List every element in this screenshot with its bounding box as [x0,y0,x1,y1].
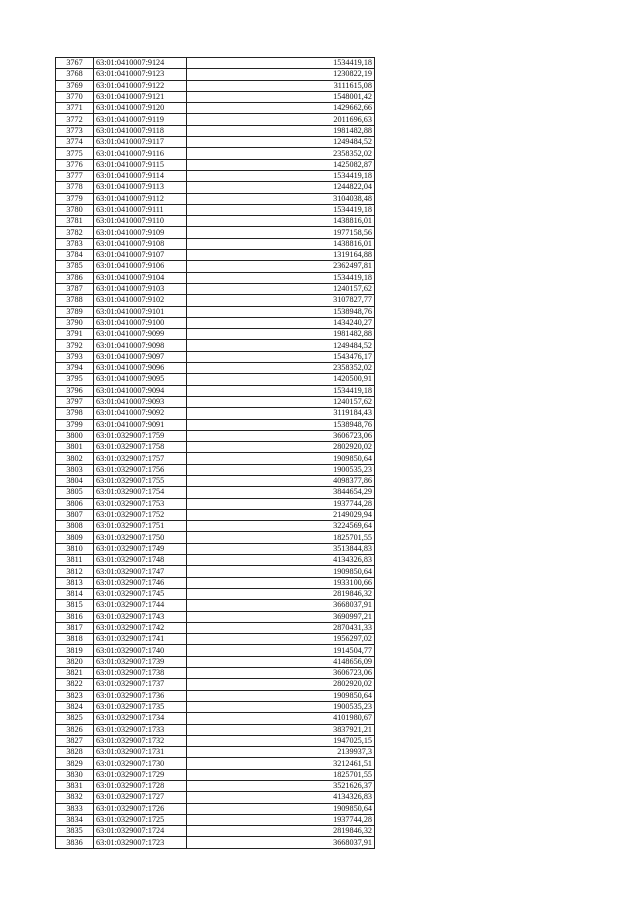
row-number-cell: 3819 [56,645,94,656]
row-number-cell: 3812 [56,566,94,577]
row-number-cell: 3826 [56,724,94,735]
cadastral-number-cell: 63:01:0329007:1742 [94,622,187,633]
cadastral-number-cell: 63:01:0410007:9094 [94,385,187,396]
row-number-cell: 3835 [56,826,94,837]
row-number-cell: 3769 [56,80,94,91]
cadastral-number-cell: 63:01:0329007:1745 [94,588,187,599]
row-number-cell: 3824 [56,701,94,712]
table-row [56,814,375,825]
row-number-cell: 3771 [56,103,94,114]
row-number-cell: 3774 [56,137,94,148]
row-number-cell: 3820 [56,656,94,667]
cadastral-value-cell: 3104038,48 [187,193,375,204]
cadastral-number-cell: 63:01:0329007:1759 [94,430,187,441]
table-row [56,430,375,441]
cadastral-number-cell: 63:01:0329007:1728 [94,781,187,792]
table-row [56,306,375,317]
cadastral-value-cell: 2819846,32 [187,826,375,837]
table-row [56,227,375,238]
cadastral-value-cell: 1977158,56 [187,227,375,238]
cadastral-value-cell: 2802920,02 [187,442,375,453]
cadastral-value-cell: 1937744,28 [187,814,375,825]
row-number-cell: 3776 [56,159,94,170]
table-row [56,272,375,283]
cadastral-value-cell: 4134326,83 [187,792,375,803]
cadastral-value-cell: 1420500,91 [187,374,375,385]
cadastral-value-cell: 2139937,3 [187,747,375,758]
cadastral-value-cell: 1425082,87 [187,159,375,170]
row-number-cell: 3815 [56,600,94,611]
cadastral-number-cell: 63:01:0329007:1725 [94,814,187,825]
row-number-cell: 3836 [56,837,94,848]
table-row [56,91,375,102]
cadastral-number-cell: 63:01:0329007:1730 [94,758,187,769]
cadastral-value-cell: 1956297,02 [187,634,375,645]
table-row [56,250,375,261]
cadastral-value-cell: 1909850,64 [187,566,375,577]
table-row [56,193,375,204]
table-row [56,803,375,814]
cadastral-number-cell: 63:01:0410007:9098 [94,340,187,351]
cadastral-value-cell: 3690997,21 [187,611,375,622]
row-number-cell: 3777 [56,170,94,181]
row-number-cell: 3800 [56,430,94,441]
table-row [56,747,375,758]
row-number-cell: 3797 [56,396,94,407]
table-row [56,103,375,114]
table-row [56,521,375,532]
cadastral-value-cell: 1937744,28 [187,498,375,509]
table-row [56,701,375,712]
table-row [56,283,375,294]
table-row [56,656,375,667]
cadastral-number-cell: 63:01:0329007:1738 [94,668,187,679]
row-number-cell: 3793 [56,351,94,362]
cadastral-value-cell: 2011696,63 [187,114,375,125]
row-number-cell: 3804 [56,475,94,486]
cadastral-number-cell: 63:01:0329007:1734 [94,713,187,724]
cadastral-number-cell: 63:01:0410007:9111 [94,204,187,215]
table-row [56,442,375,453]
cadastral-number-cell: 63:01:0329007:1748 [94,555,187,566]
table-row [56,837,375,848]
table-row [56,555,375,566]
cadastral-value-cell: 1538948,76 [187,306,375,317]
cadastral-value-cell: 1249484,52 [187,137,375,148]
cadastral-value-cell: 1319164,88 [187,250,375,261]
cadastral-number-cell: 63:01:0410007:9114 [94,170,187,181]
row-number-cell: 3825 [56,713,94,724]
cadastral-value-cell: 2149029,94 [187,509,375,520]
cadastral-value-cell: 2819846,32 [187,588,375,599]
cadastral-number-cell: 63:01:0410007:9123 [94,69,187,80]
table-row [56,125,375,136]
table-row [56,374,375,385]
cadastral-number-cell: 63:01:0329007:1743 [94,611,187,622]
cadastral-number-cell: 63:01:0329007:1723 [94,837,187,848]
cadastral-number-cell: 63:01:0410007:9110 [94,216,187,227]
cadastral-number-cell: 63:01:0410007:9124 [94,58,187,69]
cadastral-number-cell: 63:01:0329007:1758 [94,442,187,453]
table-row [56,577,375,588]
cadastral-value-cell: 3107827,77 [187,295,375,306]
table-row [56,543,375,554]
row-number-cell: 3770 [56,91,94,102]
cadastral-number-cell: 63:01:0410007:9117 [94,137,187,148]
row-number-cell: 3767 [56,58,94,69]
cadastral-value-cell: 3668037,91 [187,600,375,611]
cadastral-value-cell: 1900535,23 [187,464,375,475]
cadastral-number-cell: 63:01:0329007:1741 [94,634,187,645]
cadastral-value-cell: 1438816,01 [187,238,375,249]
row-number-cell: 3798 [56,408,94,419]
cadastral-value-table [55,57,375,849]
table-row [56,114,375,125]
cadastral-number-cell: 63:01:0410007:9097 [94,351,187,362]
table-row [56,453,375,464]
cadastral-number-cell: 63:01:0329007:1727 [94,792,187,803]
cadastral-number-cell: 63:01:0410007:9108 [94,238,187,249]
cadastral-value-cell: 4098377,86 [187,475,375,486]
cadastral-value-cell: 1534419,18 [187,385,375,396]
row-number-cell: 3792 [56,340,94,351]
cadastral-number-cell: 63:01:0329007:1731 [94,747,187,758]
row-number-cell: 3772 [56,114,94,125]
cadastral-number-cell: 63:01:0410007:9096 [94,363,187,374]
row-number-cell: 3789 [56,306,94,317]
table-row [56,80,375,91]
cadastral-value-cell: 1825701,55 [187,769,375,780]
cadastral-number-cell: 63:01:0329007:1729 [94,769,187,780]
cadastral-value-cell: 1909850,64 [187,453,375,464]
cadastral-number-cell: 63:01:0329007:1733 [94,724,187,735]
table-row [56,532,375,543]
cadastral-number-cell: 63:01:0329007:1749 [94,543,187,554]
table-row [56,69,375,80]
row-number-cell: 3801 [56,442,94,453]
row-number-cell: 3779 [56,193,94,204]
row-number-cell: 3813 [56,577,94,588]
table-row [56,216,375,227]
cadastral-number-cell: 63:01:0329007:1757 [94,453,187,464]
cadastral-number-cell: 63:01:0410007:9116 [94,148,187,159]
cadastral-number-cell: 63:01:0410007:9109 [94,227,187,238]
row-number-cell: 3787 [56,283,94,294]
row-number-cell: 3778 [56,182,94,193]
cadastral-value-cell: 3119184,43 [187,408,375,419]
row-number-cell: 3791 [56,329,94,340]
cadastral-number-cell: 63:01:0329007:1732 [94,735,187,746]
cadastral-number-cell: 63:01:0410007:9099 [94,329,187,340]
row-number-cell: 3808 [56,521,94,532]
cadastral-number-cell: 63:01:0329007:1751 [94,521,187,532]
table-row [56,713,375,724]
cadastral-value-cell: 1240157,62 [187,283,375,294]
table-row [56,340,375,351]
table-row [56,600,375,611]
table-row [56,690,375,701]
cadastral-number-cell: 63:01:0329007:1739 [94,656,187,667]
cadastral-number-cell: 63:01:0410007:9102 [94,295,187,306]
row-number-cell: 3822 [56,679,94,690]
table-row [56,781,375,792]
cadastral-value-cell: 1909850,64 [187,803,375,814]
cadastral-value-cell: 2802920,02 [187,679,375,690]
cadastral-number-cell: 63:01:0410007:9115 [94,159,187,170]
row-number-cell: 3788 [56,295,94,306]
table-row [56,408,375,419]
table-row [56,351,375,362]
row-number-cell: 3790 [56,317,94,328]
cadastral-value-cell: 3224569,64 [187,521,375,532]
row-number-cell: 3795 [56,374,94,385]
table-row [56,170,375,181]
row-number-cell: 3773 [56,125,94,136]
table-row [56,475,375,486]
row-number-cell: 3821 [56,668,94,679]
cadastral-number-cell: 63:01:0329007:1744 [94,600,187,611]
cadastral-number-cell: 63:01:0329007:1740 [94,645,187,656]
table-row [56,464,375,475]
row-number-cell: 3834 [56,814,94,825]
table-row [56,622,375,633]
cadastral-value-cell: 1534419,18 [187,204,375,215]
table-row [56,735,375,746]
row-number-cell: 3802 [56,453,94,464]
table-body [56,58,375,849]
cadastral-value-cell: 4148656,09 [187,656,375,667]
cadastral-value-cell: 1543476,17 [187,351,375,362]
cadastral-value-cell: 2358352,02 [187,148,375,159]
cadastral-number-cell: 63:01:0329007:1736 [94,690,187,701]
cadastral-value-cell: 3212461,51 [187,758,375,769]
row-number-cell: 3828 [56,747,94,758]
cadastral-number-cell: 63:01:0410007:9118 [94,125,187,136]
table-row [56,58,375,69]
table-row [56,396,375,407]
cadastral-number-cell: 63:01:0410007:9119 [94,114,187,125]
cadastral-value-cell: 1933100,66 [187,577,375,588]
cadastral-value-cell: 1947025,15 [187,735,375,746]
cadastral-value-cell: 1244822,04 [187,182,375,193]
table-row [56,419,375,430]
row-number-cell: 3780 [56,204,94,215]
table-row [56,509,375,520]
row-number-cell: 3775 [56,148,94,159]
cadastral-number-cell: 63:01:0410007:9093 [94,396,187,407]
table-row [56,724,375,735]
cadastral-value-cell: 3606723,06 [187,430,375,441]
table-row [56,182,375,193]
row-number-cell: 3805 [56,487,94,498]
cadastral-number-cell: 63:01:0410007:9106 [94,261,187,272]
cadastral-number-cell: 63:01:0410007:9112 [94,193,187,204]
row-number-cell: 3816 [56,611,94,622]
cadastral-value-cell: 1534419,18 [187,58,375,69]
row-number-cell: 3796 [56,385,94,396]
row-number-cell: 3823 [56,690,94,701]
table-row [56,295,375,306]
row-number-cell: 3810 [56,543,94,554]
cadastral-value-cell: 1981482,88 [187,329,375,340]
cadastral-value-cell: 1548001,42 [187,91,375,102]
cadastral-number-cell: 63:01:0410007:9113 [94,182,187,193]
table-row [56,363,375,374]
table-row [56,566,375,577]
row-number-cell: 3784 [56,250,94,261]
cadastral-number-cell: 63:01:0329007:1750 [94,532,187,543]
table-row [56,148,375,159]
cadastral-value-cell: 1230822,19 [187,69,375,80]
table-row [56,385,375,396]
cadastral-number-cell: 63:01:0410007:9122 [94,80,187,91]
table-row [56,204,375,215]
row-number-cell: 3833 [56,803,94,814]
cadastral-value-cell: 3837921,21 [187,724,375,735]
table-row [56,769,375,780]
cadastral-number-cell: 63:01:0410007:9100 [94,317,187,328]
cadastral-number-cell: 63:01:0410007:9121 [94,91,187,102]
cadastral-number-cell: 63:01:0329007:1755 [94,475,187,486]
cadastral-value-cell: 1434240,27 [187,317,375,328]
cadastral-number-cell: 63:01:0410007:9107 [94,250,187,261]
row-number-cell: 3785 [56,261,94,272]
table-row [56,611,375,622]
cadastral-number-cell: 63:01:0410007:9120 [94,103,187,114]
cadastral-value-cell: 3606723,06 [187,668,375,679]
table-row [56,137,375,148]
cadastral-value-cell: 1438816,01 [187,216,375,227]
cadastral-number-cell: 63:01:0329007:1753 [94,498,187,509]
row-number-cell: 3830 [56,769,94,780]
row-number-cell: 3809 [56,532,94,543]
cadastral-number-cell: 63:01:0410007:9103 [94,283,187,294]
row-number-cell: 3782 [56,227,94,238]
cadastral-number-cell: 63:01:0410007:9104 [94,272,187,283]
cadastral-value-cell: 2362497,81 [187,261,375,272]
table-row [56,588,375,599]
cadastral-value-cell: 1914504,77 [187,645,375,656]
row-number-cell: 3827 [56,735,94,746]
row-number-cell: 3806 [56,498,94,509]
cadastral-value-cell: 3513844,83 [187,543,375,554]
cadastral-value-cell: 1900535,23 [187,701,375,712]
cadastral-number-cell: 63:01:0410007:9095 [94,374,187,385]
cadastral-value-cell: 1429662,66 [187,103,375,114]
row-number-cell: 3799 [56,419,94,430]
table-row [56,317,375,328]
cadastral-value-cell: 3844654,29 [187,487,375,498]
row-number-cell: 3794 [56,363,94,374]
row-number-cell: 3832 [56,792,94,803]
cadastral-value-cell: 1981482,88 [187,125,375,136]
table-row [56,498,375,509]
cadastral-value-cell: 2870431,33 [187,622,375,633]
table-row [56,487,375,498]
cadastral-number-cell: 63:01:0329007:1724 [94,826,187,837]
table-row [56,159,375,170]
row-number-cell: 3814 [56,588,94,599]
cadastral-number-cell: 63:01:0410007:9092 [94,408,187,419]
cadastral-value-cell: 1909850,64 [187,690,375,701]
cadastral-value-cell: 3668037,91 [187,837,375,848]
table-row [56,238,375,249]
cadastral-number-cell: 63:01:0329007:1754 [94,487,187,498]
table-row [56,679,375,690]
table-row [56,645,375,656]
table-row [56,758,375,769]
cadastral-value-cell: 1538948,76 [187,419,375,430]
table-row [56,792,375,803]
cadastral-value-cell: 1534419,18 [187,272,375,283]
row-number-cell: 3768 [56,69,94,80]
cadastral-value-cell: 4101980,67 [187,713,375,724]
cadastral-number-cell: 63:01:0329007:1752 [94,509,187,520]
cadastral-number-cell: 63:01:0329007:1746 [94,577,187,588]
row-number-cell: 3818 [56,634,94,645]
table-row [56,329,375,340]
row-number-cell: 3817 [56,622,94,633]
row-number-cell: 3811 [56,555,94,566]
row-number-cell: 3831 [56,781,94,792]
cadastral-value-cell: 1240157,62 [187,396,375,407]
cadastral-number-cell: 63:01:0410007:9091 [94,419,187,430]
row-number-cell: 3803 [56,464,94,475]
cadastral-value-cell: 1249484,52 [187,340,375,351]
table-row [56,261,375,272]
cadastral-value-cell: 4134326,83 [187,555,375,566]
table-row [56,826,375,837]
cadastral-number-cell: 63:01:0329007:1756 [94,464,187,475]
row-number-cell: 3807 [56,509,94,520]
cadastral-value-cell: 1534419,18 [187,170,375,181]
row-number-cell: 3783 [56,238,94,249]
row-number-cell: 3829 [56,758,94,769]
table-row [56,668,375,679]
table-row [56,634,375,645]
cadastral-value-cell: 3111615,08 [187,80,375,91]
cadastral-value-cell: 2358352,02 [187,363,375,374]
row-number-cell: 3781 [56,216,94,227]
cadastral-value-cell: 1825701,55 [187,532,375,543]
cadastral-number-cell: 63:01:0410007:9101 [94,306,187,317]
cadastral-number-cell: 63:01:0329007:1737 [94,679,187,690]
cadastral-value-cell: 3521626,37 [187,781,375,792]
cadastral-number-cell: 63:01:0329007:1735 [94,701,187,712]
row-number-cell: 3786 [56,272,94,283]
cadastral-number-cell: 63:01:0329007:1747 [94,566,187,577]
cadastral-number-cell: 63:01:0329007:1726 [94,803,187,814]
